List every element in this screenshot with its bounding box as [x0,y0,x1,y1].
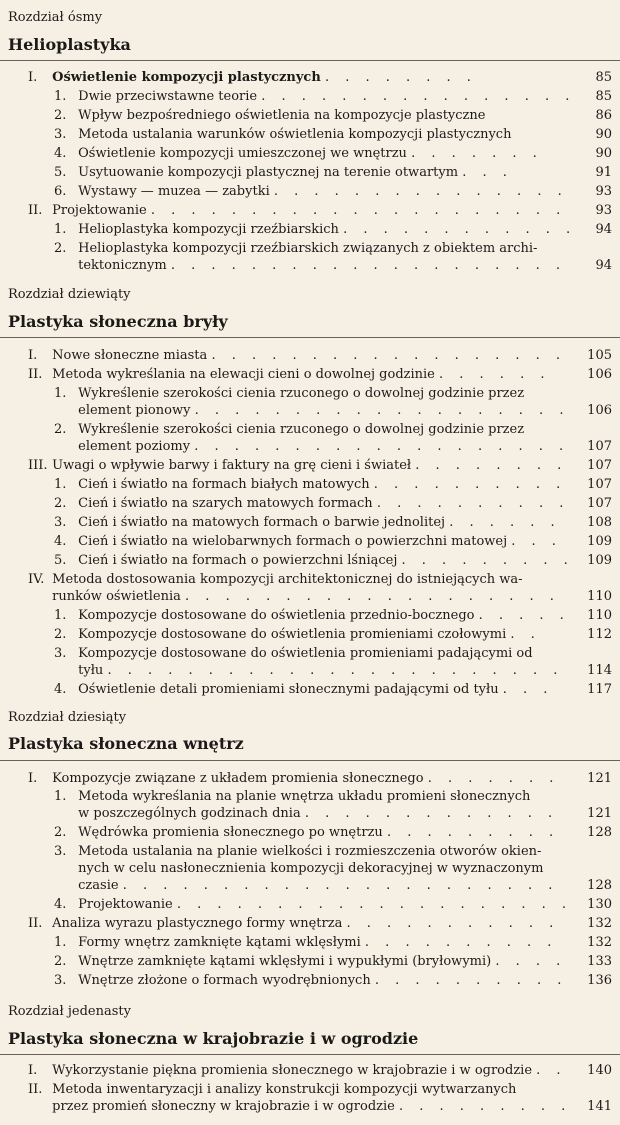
toc-entry[interactable]: I. Nowe słoneczne miasta . . . . . . . . . . . . . . . . . . 105 [28,348,612,363]
divider [0,60,620,61]
chapter-title: Plastyka słoneczna wnętrz [8,734,244,753]
toc-entry[interactable]: 1. Formy wnętrz zamknięte kątami wklęsłymi . . . . . . . . . . 132 [54,935,612,950]
toc-entry[interactable]: 2. Wykreślenie szerokości cienia rzuconego o dowolnej godzinie przez element poziomy . . . . . . . . . . . . . . . . . . . 107 [54,422,612,454]
divider [0,1054,620,1055]
divider [0,760,620,761]
chapter-label: Rozdział ósmy [8,10,103,25]
toc-entry[interactable]: II. Analiza wyrazu plastycznego formy wnętrza . . . . . . . . . . . 132 [28,916,612,931]
chapter-title: Plastyka słoneczna bryły [8,312,228,331]
toc-entry[interactable]: 1. Helioplastyka kompozycji rzeźbiarskich . . . . . . . . . . . . 94 [54,222,612,237]
toc-entry[interactable]: 3. Kompozycje dostosowane do oświetlenia promieniami padającymi od tyłu . . . . . . . . . . . . . . . . . . . . . . . 114 [54,646,612,678]
toc-entry[interactable]: 2. Kompozycje dostosowane do oświetlenia promieniami czołowymi . . 112 [54,627,612,642]
toc-entry[interactable]: 4. Oświetlenie kompozycji umieszczonej we wnętrzu . . . . . . . 90 [54,146,612,161]
toc-entry[interactable]: 1. Wykreślenie szerokości cienia rzuconego o dowolnej godzinie przez element pionowy . . . . . . . . . . . . . . . . . . . 106 [54,386,612,418]
toc-entry[interactable]: 2. Wpływ bezpośredniego oświetlenia na kompozycje plastyczne 86 [54,108,612,123]
toc-entry[interactable]: 2. Cień i światło na szarych matowych formach . . . . . . . . . . 107 [54,496,612,511]
toc-entry[interactable]: 2. Helioplastyka kompozycji rzeźbiarskich związanych z obiektem archi- tektonicznym . . . . . . . . . . . . . . . . . . . . 94 [54,241,612,273]
toc-entry[interactable]: 4. Oświetlenie detali promieniami słonecznymi padającymi od tyłu . . . 117 [54,682,612,697]
chapter-label: Rozdział dziesiąty [8,710,127,725]
toc-entry[interactable]: I. Kompozycje związane z układem promienia słonecznego . . . . . . . 121 [28,771,612,786]
toc-entry[interactable]: I. Wykorzystanie piękna promienia słonecznego w krajobrazie i w ogrodzie . . 140 [28,1063,612,1078]
toc-entry[interactable]: 3. Metoda ustalania warunków oświetlenia kompozycji plastycznych 90 [54,127,612,142]
chapter-title: Plastyka słoneczna w krajobrazie i w ogrodzie [8,1029,419,1048]
toc-entry[interactable]: 5. Usytuowanie kompozycji plastycznej na terenie otwartym . . . 91 [54,165,612,180]
toc-entry[interactable]: II. Metoda inwentaryzacji i analizy konstrukcji kompozycji wytwarzanych przez promień słoneczny w krajobrazie i w ogrodzie . . . . . . . . . 141 [28,1082,612,1114]
toc-entry[interactable]: 1. Metoda wykreślania na planie wnętrza układu promieni słonecznych w poszczególnych godzinach dnia . . . . . . . . . . . . . 121 [54,789,612,821]
toc-entry[interactable]: 2. Wnętrze zamknięte kątami wklęsłymi i wypukłymi (bryłowymi) . . . . 133 [54,954,612,969]
toc-entry[interactable]: II. Projektowanie . . . . . . . . . . . . . . . . . . . . . 93 [28,203,612,218]
chapter-label: Rozdział jedenasty [8,1004,131,1019]
toc-entry[interactable]: 1. Cień i światło na formach białych matowych . . . . . . . . . . 107 [54,477,612,492]
toc-entry[interactable]: IV. Metoda dostosowania kompozycji architektonicznej do istniejących wa- runków oświetlenia . . . . . . . . . . . . . . . . . . . 110 [28,572,612,604]
toc-entry[interactable]: 4. Cień i światło na wielobarwnych formach o powierzchni matowej . . . 109 [54,534,612,549]
toc-entry[interactable]: 2. Wędrówka promienia słonecznego po wnętrzu . . . . . . . . . 128 [54,825,612,840]
toc-entry[interactable]: 6. Wystawy — muzea — zabytki . . . . . . . . . . . . . . . 93 [54,184,612,199]
toc-entry[interactable]: 1. Dwie przeciwstawne teorie . . . . . . . . . . . . . . . . 85 [54,89,612,104]
toc-entry[interactable]: 4. Projektowanie . . . . . . . . . . . . . . . . . . . . 130 [54,897,612,912]
toc-entry[interactable]: II. Metoda wykreślania na elewacji cieni o dowolnej godzinie . . . . . . 106 [28,367,612,382]
divider [0,337,620,338]
toc-entry[interactable]: 3. Cień i światło na matowych formach o barwie jednolitej . . . . . . 108 [54,515,612,530]
toc-entry[interactable]: I. Oświetlenie kompozycji plastycznych . . . . . . . . 85 [28,70,612,85]
toc-entry[interactable]: 3. Wnętrze złożone o formach wyodrębnionych . . . . . . . . . . 136 [54,973,612,988]
toc-entry[interactable]: 5. Cień i światło na formach o powierzchni lśniącej . . . . . . . . . 109 [54,553,612,568]
toc-entry[interactable]: III. Uwagi o wpływie barwy i faktury na grę cieni i świateł . . . . . . . . 107 [28,458,612,473]
toc-entry[interactable]: 1. Kompozycje dostosowane do oświetlenia przednio-bocznego . . . . . 110 [54,608,612,623]
toc-entry[interactable]: 3. Metoda ustalania na planie wielkości i rozmieszczenia otworów okien- nych w celu nasłonecznienia kompozycji dekoracyjnej w wyznaczonym czasie . . . . . . . . . . . . . . . . . . . . . . 128 [54,844,612,893]
chapter-title: Helioplastyka [8,35,131,54]
chapter-label: Rozdział dziewiąty [8,287,131,302]
